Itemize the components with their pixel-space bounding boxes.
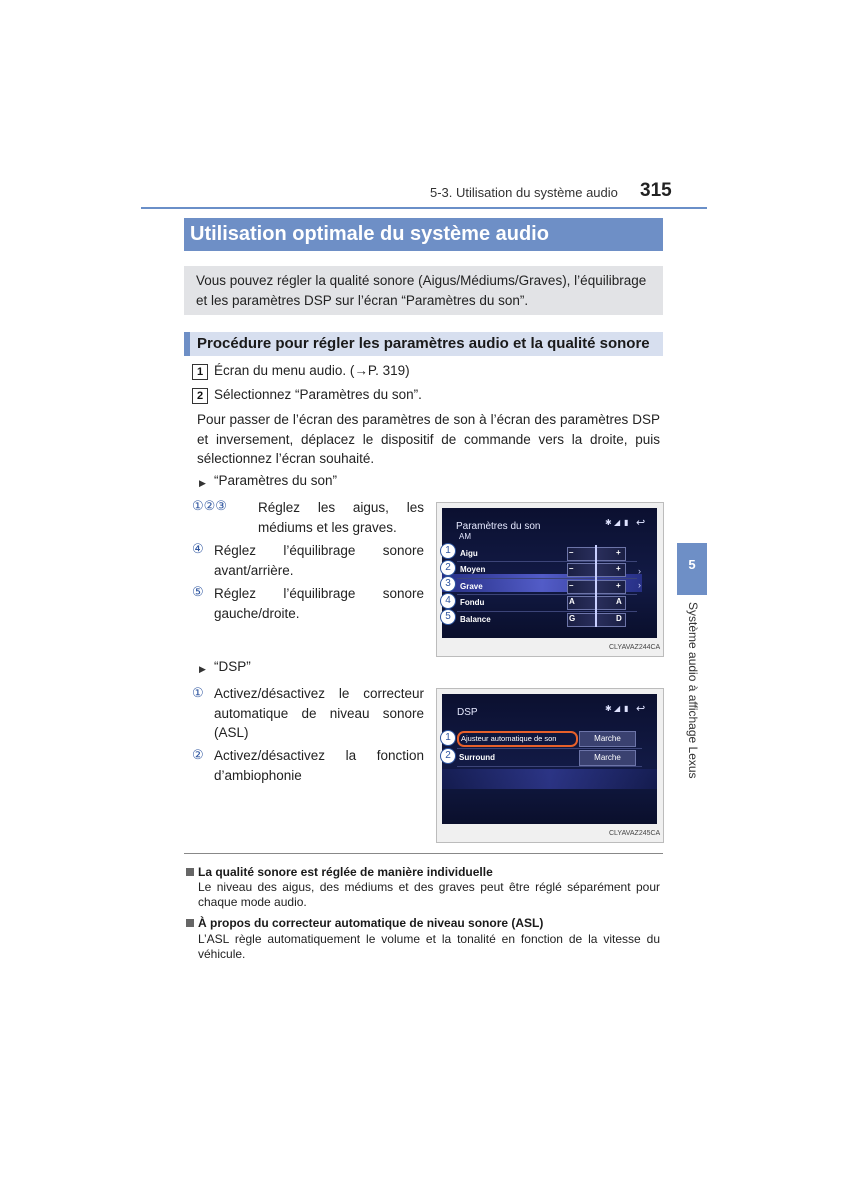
intro-text: Vous pouvez régler la qualité sonore (Aigus/Médiums/Graves), l’équilibrage et les paramètres DSP sur l’écran “Paramètres du son”. bbox=[196, 273, 647, 308]
bluetooth-icon: ✱ bbox=[605, 518, 612, 527]
row-divider bbox=[457, 748, 642, 749]
balance-right-symbol: D bbox=[616, 614, 622, 623]
dsp-bullet: “DSP” bbox=[214, 659, 251, 674]
callout-5: 5 bbox=[440, 609, 456, 625]
sound-settings-screen bbox=[442, 508, 657, 638]
item-text-surround: Activez/désactivez la fonction d’ambiophonie bbox=[214, 748, 424, 783]
triangle-bullet-icon: ▶ bbox=[199, 478, 206, 488]
bluetooth-icon: ✱ bbox=[605, 704, 612, 713]
treble-left-symbol: – bbox=[569, 548, 574, 557]
note-2-body: L’ASL règle automatiquement le volume et la tonalité en fonction de la vitesse du véhicule. bbox=[198, 932, 660, 961]
note-1 bbox=[186, 863, 493, 881]
screen-title: DSP bbox=[457, 707, 478, 718]
page-number: 315 bbox=[640, 180, 672, 201]
note-1-body: Le niveau des aigus, des médiums et des graves peut être réglé séparément pour chaque mode audio. bbox=[198, 880, 660, 909]
screen-source: AM bbox=[459, 532, 471, 541]
row-label-surround: Surround bbox=[459, 753, 495, 762]
back-arrow-icon: ↩ bbox=[636, 517, 646, 529]
note-1-heading: La qualité sonore est réglée de manière individuelle bbox=[198, 865, 493, 879]
row-divider bbox=[457, 611, 637, 612]
figure-caption-1: CLYAVAZ244CA bbox=[609, 644, 661, 651]
running-header-section: 5-3. Utilisation du système audio bbox=[430, 185, 618, 200]
chapter-number: 5 bbox=[688, 557, 696, 572]
item-number-dsp-2: ② bbox=[192, 747, 204, 762]
instruction-paragraph: Pour passer de l’écran des paramètres de son à l’écran des paramètres DSP et inversement, déplacez le dispositif de commande vers la droite, puis sélectionnez l’écran souhaité. bbox=[197, 412, 660, 466]
row-label-fader: Fondu bbox=[460, 598, 485, 607]
note-2 bbox=[186, 914, 543, 932]
note-2-heading: À propos du correcteur automatique de niveau sonore (ASL) bbox=[198, 916, 544, 930]
row-label-balance: Balance bbox=[460, 615, 491, 624]
mid-right-symbol: + bbox=[616, 564, 621, 573]
header-rule bbox=[141, 207, 707, 209]
callout-1: 1 bbox=[440, 730, 456, 746]
fader-right-symbol: A bbox=[616, 597, 622, 606]
callout-4: 4 bbox=[440, 593, 456, 609]
signal-icon: ◢ bbox=[614, 704, 621, 713]
row-divider bbox=[457, 578, 637, 579]
callout-2: 2 bbox=[440, 560, 456, 576]
chapter-title: Système audio à affichage Lexus bbox=[686, 602, 700, 779]
page-title: Utilisation optimale du système audio bbox=[190, 223, 549, 245]
asl-toggle-button[interactable]: Marche bbox=[579, 731, 636, 747]
screen-glow-band bbox=[442, 769, 657, 789]
screen-title: Paramètres du son bbox=[456, 521, 541, 532]
fader-left-symbol: A bbox=[569, 597, 575, 606]
balance-left-symbol: G bbox=[569, 614, 576, 623]
signal-icon: ◢ bbox=[614, 518, 621, 527]
phone-battery-icon: ▮ bbox=[624, 704, 629, 713]
step-number-2: 2 bbox=[192, 388, 208, 404]
item-number-5: ⑤ bbox=[192, 584, 204, 599]
step-text-1: Écran du menu audio. (→P. 319) bbox=[214, 363, 410, 378]
step-number-1: 1 bbox=[192, 364, 208, 380]
row-divider bbox=[457, 594, 637, 595]
row-divider bbox=[457, 766, 642, 767]
step-text-2: Sélectionnez “Paramètres du son”. bbox=[214, 387, 422, 402]
callout-3: 3 bbox=[440, 576, 456, 592]
dsp-figure bbox=[436, 688, 664, 843]
square-bullet-icon bbox=[186, 919, 194, 927]
surround-toggle-button[interactable]: Marche bbox=[579, 750, 636, 766]
item-number-4: ④ bbox=[192, 541, 204, 556]
sound-settings-bullet: “Paramètres du son” bbox=[214, 473, 338, 488]
item-text-asl: Activez/désactivez le correcteur automatique de niveau sonore (ASL) bbox=[214, 686, 424, 740]
item-number-dsp-1: ① bbox=[192, 685, 204, 700]
slider-center-marker bbox=[595, 545, 597, 627]
notes-rule bbox=[184, 853, 663, 854]
row-divider bbox=[457, 561, 637, 562]
item-text-fader: Réglez l’équilibrage sonore avant/arrière. bbox=[214, 543, 424, 578]
bass-right-symbol: + bbox=[616, 581, 621, 590]
square-bullet-icon bbox=[186, 868, 194, 876]
sound-settings-figure bbox=[436, 502, 664, 657]
treble-right-symbol: + bbox=[616, 548, 621, 557]
item-text-treble-mid-bass: Réglez les aigus, les médiums et les graves. bbox=[258, 500, 424, 535]
item-number-1-2-3: ①②③ bbox=[192, 498, 227, 513]
row-label-asl: Ajusteur automatique de son bbox=[461, 734, 557, 743]
phone-battery-icon: ▮ bbox=[624, 518, 629, 527]
subheading: Procédure pour régler les paramètres audio et la qualité sonore bbox=[197, 335, 650, 352]
callout-1: 1 bbox=[440, 543, 456, 559]
row-label-bass: Grave bbox=[460, 582, 483, 591]
row-label-mid: Moyen bbox=[460, 565, 486, 574]
item-text-balance: Réglez l’équilibrage sonore gauche/droite. bbox=[214, 586, 424, 621]
row-label-treble: Aigu bbox=[460, 549, 478, 558]
mid-left-symbol: – bbox=[569, 564, 574, 573]
scroll-right-icon[interactable]: › bbox=[638, 566, 641, 576]
triangle-bullet-icon: ▶ bbox=[199, 664, 206, 674]
dsp-screen bbox=[442, 694, 657, 824]
callout-2: 2 bbox=[440, 748, 456, 764]
back-arrow-icon: ↩ bbox=[636, 703, 646, 715]
scroll-right-icon[interactable]: › bbox=[638, 580, 641, 590]
figure-caption-2: CLYAVAZ245CA bbox=[609, 830, 661, 837]
bass-left-symbol: – bbox=[569, 581, 574, 590]
